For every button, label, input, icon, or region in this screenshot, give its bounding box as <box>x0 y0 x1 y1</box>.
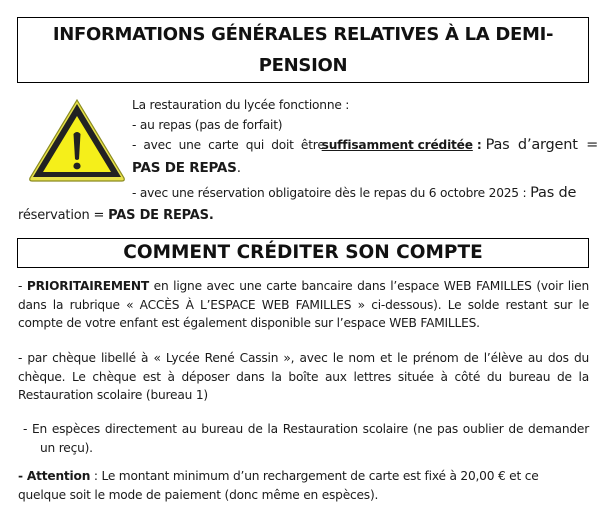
rule-item-2-colon: : <box>472 138 486 152</box>
para1-dash: - <box>18 279 27 293</box>
rule-item-2 <box>132 137 599 153</box>
section-title-crediter-compte: COMMENT CRÉDITER SON COMPTE <box>17 238 589 268</box>
rule-item-3-line2 <box>18 208 214 224</box>
rule-item-3-bold: PAS DE REPAS. <box>108 208 214 223</box>
title-line-1: INFORMATIONS GÉNÉRALES RELATIVES À LA DEMI- <box>52 24 554 45</box>
rule-item-2-bold: PAS DE REPAS <box>132 160 237 176</box>
rule-item-2-prefix: - avec une carte qui doit être <box>132 138 325 152</box>
payment-cheque-paragraph: - par chèque libellé à « Lycée René Cassin », avec le nom et le prénom de l’élève au dos du chèque. Le chèque est à déposer dans la boîte aux lettres située à côté du bureau de la Restauration scolaire (bureau 1) <box>18 351 589 402</box>
payment-online-paragraph <box>18 277 589 333</box>
rule-item-2-end: . <box>236 160 241 176</box>
attention-paragraph <box>18 467 589 504</box>
rule-item-2-suffix: Pas d’argent = <box>485 137 599 153</box>
rule-item-2-line2 <box>132 160 241 176</box>
section-title-demi-pension <box>17 17 589 83</box>
rule-item-3-line2-text: réservation = <box>18 208 109 223</box>
title-line-2: PENSION <box>258 55 348 76</box>
rule-item-1: - au repas (pas de forfait) <box>132 118 283 132</box>
attention-text: : Le montant minimum d’un rechargement de carte est fixé à 20,00 € et ce quelque soit le mode de paiement (donc même en espèces). <box>18 469 539 502</box>
para1-text: en ligne avec une carte bancaire dans l’espace WEB FAMILLES (voir lien dans la rubrique « ACCÈS À L’ESPACE WEB FAMILLES » ci-dessous). Le solde restant sur le compte de votre enfant est également disponible sur l’espace WEB FAMILLES. <box>18 279 590 330</box>
warning-triangle-icon <box>26 96 128 184</box>
rule-item-2-emphasis: suffisamment créditée <box>321 138 473 152</box>
payment-cash-paragraph: - En espèces directement au bureau de la Restauration scolaire (ne pas oublier de demander un reçu). <box>23 422 589 455</box>
para1-bold: PRIORITAIREMENT <box>26 279 150 293</box>
rule-item-3 <box>132 185 576 201</box>
rule-item-3-suffix: Pas de <box>530 185 577 201</box>
attention-label: - Attention <box>18 469 91 483</box>
rule-item-3-prefix: - avec une réservation obligatoire dès le repas du 6 octobre 2025 : <box>132 186 531 200</box>
intro-text: La restauration du lycée fonctionne : <box>132 98 350 112</box>
